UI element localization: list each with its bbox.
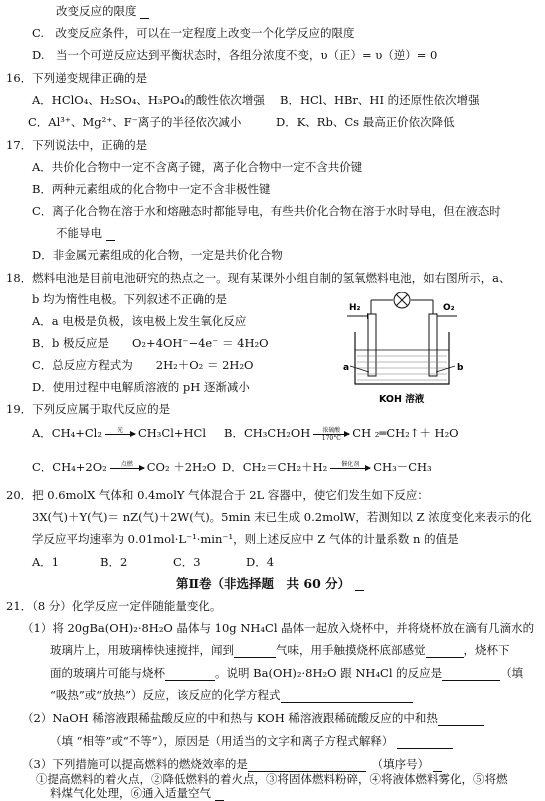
answer-blank-neutralization[interactable] bbox=[438, 713, 484, 726]
question-17-option-a: A．共价化合物中一定不含离子键，离子化合物中一定不含共价键 bbox=[32, 160, 363, 174]
question-20-option-b: B．2 bbox=[100, 555, 128, 569]
answer-blank-heat-type[interactable] bbox=[442, 668, 500, 681]
answer-blank-smell[interactable] bbox=[234, 645, 276, 658]
question-21-stem: 21．（8 分）化学反应一定伴随能量变化。 bbox=[6, 599, 222, 613]
question-21-part-3-line-2: ①提高燃料的着火点，②降低燃料的着火点，③将固体燃料粉碎，④将液体燃料雾化，⑤将燃 bbox=[36, 772, 508, 786]
question-21-part-3-line-1: （3）下列措施可以提高燃料的燃烧效率的是 （填序号） bbox=[22, 757, 442, 772]
question-20-option-d: D．4 bbox=[246, 555, 275, 569]
answer-blank-feel[interactable] bbox=[426, 645, 464, 658]
question-20-option-a: A．1 bbox=[32, 555, 60, 569]
question-16-option-a: A．HClO₄、H₂SO₄、H₃PO₄的酸性依次增强 bbox=[32, 93, 265, 107]
question-18-option-d: D．使用过程中电解质溶液的 pH 逐渐减小 bbox=[32, 380, 250, 394]
line-end-mark bbox=[215, 788, 224, 801]
koh-caption: KOH 溶液 bbox=[379, 394, 425, 405]
question-21-part-1-line-3: 面的玻璃片可能与烧杯 。说明 Ba(OH)₂·8H₂O 跟 NH₄Cl 的反应是 （填 bbox=[50, 666, 524, 680]
question-21-part-1-line-1: （1）将 20gBa(OH)₂·8H₂O 晶体与 10g NH₄Cl 晶体一起放入烧杯中，并将烧杯放在滴有几滴水的 bbox=[22, 621, 535, 635]
question-21-part-2-line-1: （2）NaOH 稀溶液跟稀盐酸反应的中和热与 KOH 稀溶液跟稀硫酸反应的中和热 bbox=[22, 711, 484, 726]
answer-blank-reason[interactable] bbox=[397, 736, 453, 749]
question-19-option-d: D．CH₂＝CH₂＋H₂ 催化剂 CH₃－CH₃ bbox=[222, 460, 432, 474]
question-18-option-b: B．b 极反应是 O₂+4OH⁻−4e⁻ ＝ 4H₂O bbox=[32, 336, 269, 350]
carryover-option-d: D. 当一个可逆反应达到平衡状态时，各组分浓度不变，υ（正）= υ（逆）= 0 bbox=[32, 48, 438, 62]
question-20-line-2: 3X(气)＋Y(气)＝ nZ(气)＋2W(气)。5min 末已生成 0.2molW，若测知以 Z 浓度变化来表示的化 bbox=[32, 510, 532, 524]
question-17-option-c: C．离子化合物在溶于水和熔融态时都能导电，有些共价化合物在溶于水时导电，但在液态时 bbox=[32, 204, 501, 218]
question-18-stem-cont: b 均为惰性电极。下列叙述不正确的是 bbox=[32, 292, 228, 306]
question-20-stem: 20．把 0.6molX 气体和 0.4molY 气体混合于 2L 容器中，使它们发生如下反应： bbox=[6, 488, 429, 502]
question-18-option-a: A．a 电极是负极，该电极上发生氧化反应 bbox=[32, 314, 247, 328]
carryover-option-c: C. 改变反应条件，可以在一定程度上改变一个化学反应的限度 bbox=[32, 26, 355, 40]
electrode-b-label: b bbox=[457, 363, 464, 373]
question-19-option-b: B．CH₃CH₂OH 浓硫酸 170°C CH ₂═CH₂↑＋ H₂O bbox=[224, 426, 459, 442]
h2-label: H₂ bbox=[349, 303, 361, 313]
answer-blank-equation[interactable] bbox=[281, 690, 413, 703]
carryover-line: 改变反应的限度 bbox=[56, 4, 149, 19]
question-17-option-d: D．非金属元素组成的化合物，一定是共价化合物 bbox=[32, 248, 283, 262]
electrode-a-label: a bbox=[343, 363, 350, 373]
question-21-part-2-line-2: （填 “相等”或“不等”），原因是（用适当的文字和离子方程式解释） bbox=[50, 734, 453, 749]
o2-label: O₂ bbox=[443, 303, 455, 313]
question-16-option-b: B．HCl、HBr、HI 的还原性依次增强 bbox=[280, 93, 480, 107]
question-20-option-c: C．3 bbox=[173, 555, 201, 569]
question-19-stem: 19．下列反应属于取代反应的是 bbox=[6, 402, 171, 416]
question-18-stem: 18．燃料电池是目前电池研究的热点之一。现有某课外小组自制的氢氧燃料电池，如右图所示，a、 bbox=[6, 271, 511, 285]
answer-blank-glass[interactable] bbox=[165, 668, 215, 681]
question-17-option-c-cont: 不能导电 bbox=[56, 226, 115, 241]
section-2-heading: 第Ⅱ卷（非选择题 共 60 分） bbox=[176, 576, 364, 591]
question-19-option-a: A．CH₄+Cl₂ 光 CH₃Cl+HCl bbox=[32, 426, 207, 440]
question-21-part-1-line-2: 玻璃片上，用玻璃棒快速搅拌，闻到 气味，用手触摸烧杯底部感觉 ，烧杯下 bbox=[50, 643, 510, 657]
question-16-stem: 16．下列递变规律正确的是 bbox=[6, 71, 148, 85]
question-18-option-c: C．总反应方程式为 2H₂＋O₂ ＝ 2H₂O bbox=[32, 358, 254, 372]
question-17-option-b: B．两种元素组成的化合物中一定不含非极性键 bbox=[32, 182, 271, 196]
question-17-stem: 17．下列说法中，正确的是 bbox=[6, 138, 148, 152]
question-21-part-3-line-3: 料煤气化处理，⑥通入适量空气 bbox=[50, 786, 224, 801]
fuel-cell-diagram bbox=[335, 292, 470, 410]
question-20-line-3: 学反应平均速率为 0.01mol·L⁻¹·min⁻¹，则上述反应中 Z 气体的计量系数 n 的值是 bbox=[32, 532, 459, 546]
question-16-option-c: C．Al³⁺、Mg²⁺、F⁻离子的半径依次减小 bbox=[28, 115, 242, 129]
question-16-option-d: D．K、Rb、Cs 最高正价依次降低 bbox=[276, 115, 455, 129]
question-21-part-1-line-4: “吸热”或“放热”）反应，该反应的化学方程式 bbox=[50, 688, 413, 703]
answer-blank-measures[interactable] bbox=[248, 759, 366, 772]
question-19-option-c: C．CH₄+2O₂ 点燃 CO₂ ＋2H₂O bbox=[32, 460, 217, 474]
